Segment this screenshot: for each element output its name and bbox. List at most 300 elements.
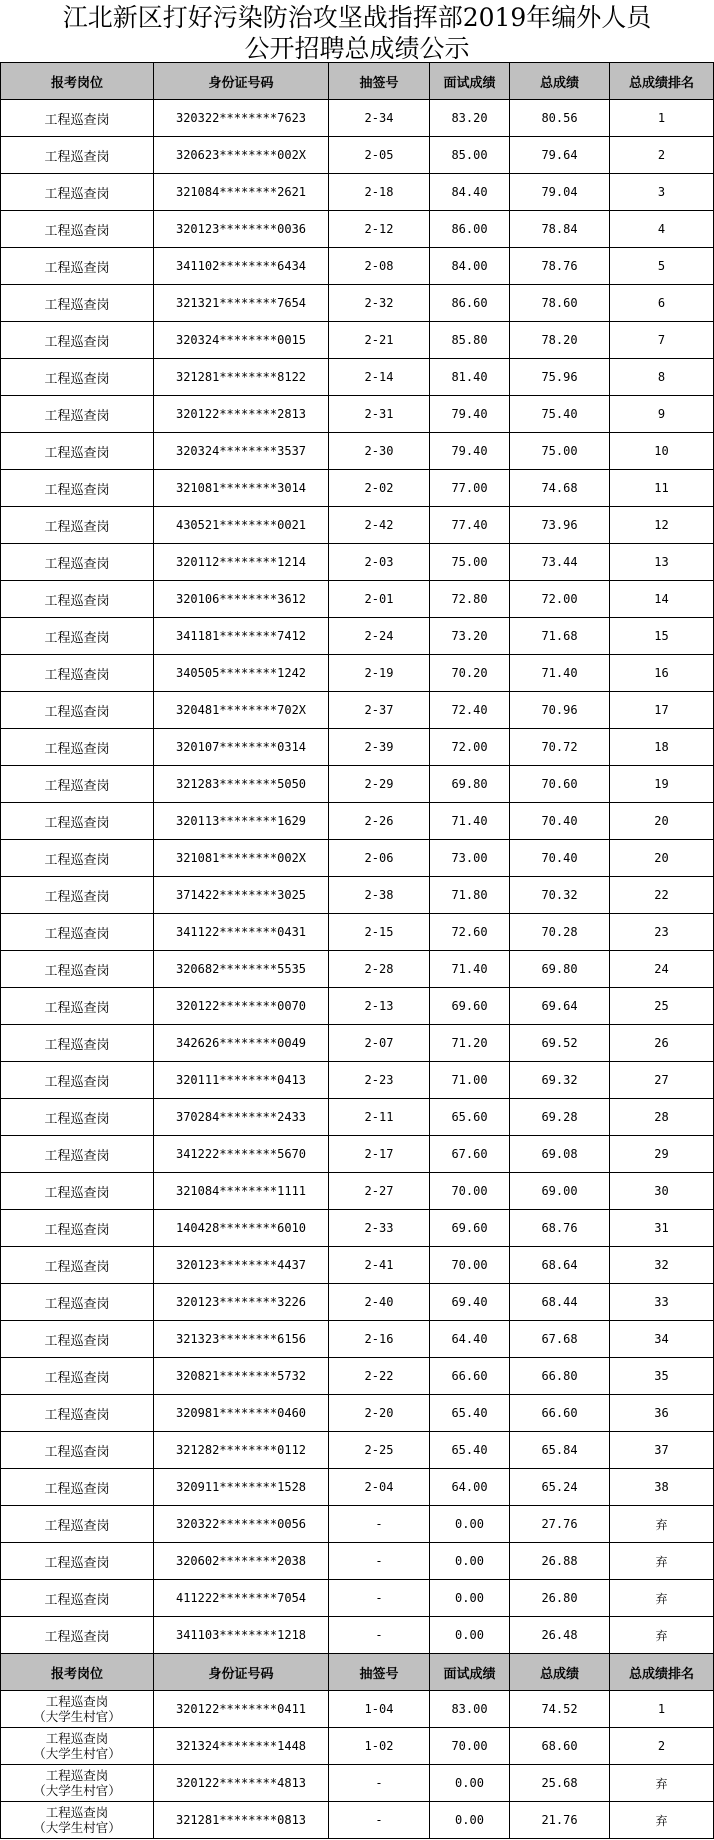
cell-id-number: 341181********7412 <box>154 618 329 655</box>
title-line-2: 公开招聘总成绩公示 <box>244 34 470 63</box>
cell-id-number: 320111********0413 <box>154 1062 329 1099</box>
cell-total-score: 70.32 <box>510 877 610 914</box>
cell-total-score: 66.80 <box>510 1358 610 1395</box>
table-row <box>1 1691 714 1728</box>
cell-rank: 16 <box>610 655 714 692</box>
cell-rank: 弃 <box>610 1543 714 1580</box>
cell-total-score: 25.68 <box>510 1765 610 1802</box>
table-row <box>1 1728 714 1765</box>
cell-id-number: 321081********3014 <box>154 470 329 507</box>
cell-rank: 32 <box>610 1247 714 1284</box>
cell-interview-score: 84.40 <box>430 174 510 211</box>
cell-interview-score: 70.00 <box>430 1173 510 1210</box>
cell-id-number: 140428********6010 <box>154 1210 329 1247</box>
cell-id-number: 320324********0015 <box>154 322 329 359</box>
cell-total-score: 70.40 <box>510 840 610 877</box>
cell-rank: 23 <box>610 914 714 951</box>
table-row <box>1 248 714 285</box>
header-row <box>1 1654 714 1691</box>
cell-position: 工程巡查岗 <box>1 544 154 581</box>
table-row <box>1 359 714 396</box>
table-row <box>1 988 714 1025</box>
cell-total-score: 80.56 <box>510 100 610 137</box>
cell-total-score: 78.76 <box>510 248 610 285</box>
cell-position: 工程巡查岗 <box>1 470 154 507</box>
cell-lot-number: 2-08 <box>329 248 430 285</box>
cell-lot-number: 2-30 <box>329 433 430 470</box>
cell-interview-score: 72.00 <box>430 729 510 766</box>
cell-total-score: 69.64 <box>510 988 610 1025</box>
title-line-1: 江北新区打好污染防治攻坚战指挥部2019年编外人员 <box>62 3 652 32</box>
table-row <box>1 1358 714 1395</box>
cell-interview-score: 79.40 <box>430 396 510 433</box>
cell-rank: 38 <box>610 1469 714 1506</box>
table-row <box>1 1395 714 1432</box>
table-row <box>1 1765 714 1802</box>
cell-rank: 10 <box>610 433 714 470</box>
table-row <box>1 914 714 951</box>
cell-position: 工程巡查岗 <box>1 1617 154 1654</box>
cell-position: 工程巡查岗 <box>1 1321 154 1358</box>
table-row <box>1 100 714 137</box>
table-row <box>1 544 714 581</box>
cell-total-score: 26.48 <box>510 1617 610 1654</box>
cell-total-score: 71.68 <box>510 618 610 655</box>
cell-lot-number: 2-14 <box>329 359 430 396</box>
cell-interview-score: 64.40 <box>430 1321 510 1358</box>
cell-interview-score: 0.00 <box>430 1765 510 1802</box>
cell-id-number: 320112********1214 <box>154 544 329 581</box>
cell-interview-score: 72.60 <box>430 914 510 951</box>
table-row <box>1 433 714 470</box>
cell-total-score: 68.44 <box>510 1284 610 1321</box>
cell-lot-number: 2-11 <box>329 1099 430 1136</box>
cell-rank: 31 <box>610 1210 714 1247</box>
cell-position: 工程巡查岗 <box>1 1210 154 1247</box>
cell-id-number: 320322********7623 <box>154 100 329 137</box>
cell-rank: 14 <box>610 581 714 618</box>
cell-position: 工程巡查岗 <box>1 248 154 285</box>
cell-position: 工程巡查岗 <box>1 137 154 174</box>
cell-rank: 26 <box>610 1025 714 1062</box>
cell-id-number: 320821********5732 <box>154 1358 329 1395</box>
cell-lot-number: 2-12 <box>329 211 430 248</box>
table-row <box>1 1432 714 1469</box>
cell-id-number: 411222********7054 <box>154 1580 329 1617</box>
cell-position: 工程巡查岗 <box>1 1099 154 1136</box>
cell-position: 工程巡查岗 <box>1 877 154 914</box>
cell-rank: 弃 <box>610 1580 714 1617</box>
cell-rank: 弃 <box>610 1506 714 1543</box>
cell-rank: 8 <box>610 359 714 396</box>
cell-position <box>1 1728 154 1765</box>
cell-rank: 弃 <box>610 1802 714 1839</box>
cell-rank: 3 <box>610 174 714 211</box>
cell-position: 工程巡查岗 <box>1 655 154 692</box>
cell-rank: 1 <box>610 1691 714 1728</box>
header-lot-number: 抽签号 <box>329 63 430 100</box>
cell-lot-number: 2-37 <box>329 692 430 729</box>
cell-lot-number: 2-18 <box>329 174 430 211</box>
cell-position: 工程巡查岗 <box>1 1506 154 1543</box>
header-lot-number: 抽签号 <box>329 1654 430 1691</box>
cell-total-score: 27.76 <box>510 1506 610 1543</box>
cell-rank: 22 <box>610 877 714 914</box>
cell-interview-score: 0.00 <box>430 1543 510 1580</box>
cell-total-score: 70.72 <box>510 729 610 766</box>
cell-position: 工程巡查岗 <box>1 618 154 655</box>
cell-total-score: 69.32 <box>510 1062 610 1099</box>
cell-lot-number: 2-02 <box>329 470 430 507</box>
cell-rank: 15 <box>610 618 714 655</box>
cell-interview-score: 70.00 <box>430 1728 510 1765</box>
cell-position: 工程巡查岗 <box>1 1543 154 1580</box>
cell-interview-score: 69.40 <box>430 1284 510 1321</box>
cell-lot-number: 2-03 <box>329 544 430 581</box>
cell-position <box>1 1691 154 1728</box>
cell-id-number: 321323********6156 <box>154 1321 329 1358</box>
cell-rank: 25 <box>610 988 714 1025</box>
header-interview-score: 面试成绩 <box>430 1654 510 1691</box>
cell-lot-number: 2-13 <box>329 988 430 1025</box>
cell-lot-number: - <box>329 1802 430 1839</box>
cell-interview-score: 69.80 <box>430 766 510 803</box>
cell-interview-score: 71.40 <box>430 951 510 988</box>
cell-id-number: 371422********3025 <box>154 877 329 914</box>
cell-id-number: 320122********0411 <box>154 1691 329 1728</box>
cell-rank: 11 <box>610 470 714 507</box>
cell-lot-number: 2-38 <box>329 877 430 914</box>
cell-interview-score: 66.60 <box>430 1358 510 1395</box>
cell-interview-score: 0.00 <box>430 1580 510 1617</box>
cell-lot-number: - <box>329 1580 430 1617</box>
cell-interview-score: 79.40 <box>430 433 510 470</box>
cell-id-number: 340505********1242 <box>154 655 329 692</box>
cell-rank: 35 <box>610 1358 714 1395</box>
cell-total-score: 70.28 <box>510 914 610 951</box>
cell-position: 工程巡查岗 <box>1 840 154 877</box>
cell-id-number: 320911********1528 <box>154 1469 329 1506</box>
cell-lot-number: 2-21 <box>329 322 430 359</box>
cell-lot-number: - <box>329 1506 430 1543</box>
cell-rank: 34 <box>610 1321 714 1358</box>
header-position: 报考岗位 <box>1 1654 154 1691</box>
cell-id-number: 321324********1448 <box>154 1728 329 1765</box>
cell-lot-number: 2-40 <box>329 1284 430 1321</box>
cell-interview-score: 83.00 <box>430 1691 510 1728</box>
table-row <box>1 692 714 729</box>
cell-id-number: 320602********2038 <box>154 1543 329 1580</box>
cell-id-number: 321084********1111 <box>154 1173 329 1210</box>
cell-total-score: 69.00 <box>510 1173 610 1210</box>
table-row <box>1 211 714 248</box>
cell-id-number: 320106********3612 <box>154 581 329 618</box>
header-interview-score: 面试成绩 <box>430 63 510 100</box>
cell-position: 工程巡查岗 <box>1 1025 154 1062</box>
header-rank: 总成绩排名 <box>610 63 714 100</box>
cell-total-score: 66.60 <box>510 1395 610 1432</box>
cell-position: 工程巡查岗 <box>1 1432 154 1469</box>
cell-interview-score: 71.80 <box>430 877 510 914</box>
cell-interview-score: 84.00 <box>430 248 510 285</box>
cell-lot-number: 2-15 <box>329 914 430 951</box>
cell-lot-number: 2-04 <box>329 1469 430 1506</box>
cell-total-score: 70.60 <box>510 766 610 803</box>
cell-id-number: 341102********6434 <box>154 248 329 285</box>
cell-total-score: 78.20 <box>510 322 610 359</box>
cell-interview-score: 81.40 <box>430 359 510 396</box>
cell-id-number: 321281********0813 <box>154 1802 329 1839</box>
cell-position: 工程巡查岗 <box>1 1284 154 1321</box>
cell-total-score: 21.76 <box>510 1802 610 1839</box>
table-row <box>1 396 714 433</box>
cell-interview-score: 70.00 <box>430 1247 510 1284</box>
table-row <box>1 1099 714 1136</box>
cell-position: 工程巡查岗 <box>1 433 154 470</box>
cell-rank: 30 <box>610 1173 714 1210</box>
cell-rank: 2 <box>610 137 714 174</box>
table-row <box>1 729 714 766</box>
cell-interview-score: 71.40 <box>430 803 510 840</box>
cell-position: 工程巡查岗 <box>1 1469 154 1506</box>
cell-rank: 28 <box>610 1099 714 1136</box>
table-row <box>1 840 714 877</box>
cell-total-score: 69.08 <box>510 1136 610 1173</box>
cell-id-number: 321283********5050 <box>154 766 329 803</box>
cell-lot-number: 2-05 <box>329 137 430 174</box>
position-subtitle: （大学生村官） <box>33 1746 121 1761</box>
cell-position: 工程巡查岗 <box>1 951 154 988</box>
cell-rank: 5 <box>610 248 714 285</box>
table-row <box>1 174 714 211</box>
cell-rank: 1 <box>610 100 714 137</box>
cell-lot-number: 2-20 <box>329 1395 430 1432</box>
cell-total-score: 67.68 <box>510 1321 610 1358</box>
cell-position: 工程巡查岗 <box>1 1136 154 1173</box>
cell-total-score: 69.28 <box>510 1099 610 1136</box>
cell-id-number: 320122********0070 <box>154 988 329 1025</box>
cell-interview-score: 86.00 <box>430 211 510 248</box>
table-row <box>1 877 714 914</box>
cell-id-number: 320481********702X <box>154 692 329 729</box>
table-row <box>1 1247 714 1284</box>
header-total-score: 总成绩 <box>510 63 610 100</box>
cell-total-score: 70.96 <box>510 692 610 729</box>
cell-lot-number: 2-27 <box>329 1173 430 1210</box>
cell-position: 工程巡查岗 <box>1 507 154 544</box>
cell-id-number: 370284********2433 <box>154 1099 329 1136</box>
cell-position: 工程巡查岗 <box>1 211 154 248</box>
cell-id-number: 342626********0049 <box>154 1025 329 1062</box>
score-table <box>0 62 714 1839</box>
cell-position: 工程巡查岗 <box>1 1395 154 1432</box>
table-row <box>1 1469 714 1506</box>
cell-lot-number: 2-33 <box>329 1210 430 1247</box>
table-row <box>1 1617 714 1654</box>
cell-rank: 6 <box>610 285 714 322</box>
cell-interview-score: 70.20 <box>430 655 510 692</box>
cell-lot-number: 2-39 <box>329 729 430 766</box>
cell-total-score: 65.24 <box>510 1469 610 1506</box>
table-row <box>1 1321 714 1358</box>
cell-position: 工程巡查岗 <box>1 1358 154 1395</box>
cell-rank: 4 <box>610 211 714 248</box>
cell-total-score: 68.76 <box>510 1210 610 1247</box>
cell-total-score: 68.60 <box>510 1728 610 1765</box>
cell-id-number: 320322********0056 <box>154 1506 329 1543</box>
cell-rank: 36 <box>610 1395 714 1432</box>
table-row <box>1 507 714 544</box>
table-row <box>1 766 714 803</box>
position-title: 工程巡查岗 <box>45 1731 109 1746</box>
cell-position: 工程巡查岗 <box>1 766 154 803</box>
table-row <box>1 1580 714 1617</box>
cell-rank: 17 <box>610 692 714 729</box>
cell-position: 工程巡查岗 <box>1 692 154 729</box>
cell-lot-number: 2-22 <box>329 1358 430 1395</box>
cell-lot-number: 2-16 <box>329 1321 430 1358</box>
cell-id-number: 320123********0036 <box>154 211 329 248</box>
table-row <box>1 618 714 655</box>
table-row <box>1 1506 714 1543</box>
position-title: 工程巡查岗 <box>45 1768 109 1783</box>
cell-interview-score: 0.00 <box>430 1802 510 1839</box>
cell-id-number: 341222********5670 <box>154 1136 329 1173</box>
cell-rank: 37 <box>610 1432 714 1469</box>
cell-total-score: 73.96 <box>510 507 610 544</box>
header-position: 报考岗位 <box>1 63 154 100</box>
cell-interview-score: 71.20 <box>430 1025 510 1062</box>
position-subtitle: （大学生村官） <box>33 1709 121 1724</box>
cell-id-number: 320113********1629 <box>154 803 329 840</box>
cell-rank: 20 <box>610 840 714 877</box>
cell-total-score: 70.40 <box>510 803 610 840</box>
cell-rank: 9 <box>610 396 714 433</box>
cell-interview-score: 73.00 <box>430 840 510 877</box>
table-row <box>1 1062 714 1099</box>
cell-interview-score: 65.40 <box>430 1432 510 1469</box>
cell-interview-score: 72.80 <box>430 581 510 618</box>
header-row <box>1 63 714 100</box>
cell-lot-number: - <box>329 1617 430 1654</box>
table-row <box>1 1802 714 1839</box>
cell-lot-number: 2-29 <box>329 766 430 803</box>
cell-position <box>1 1802 154 1839</box>
cell-total-score: 75.00 <box>510 433 610 470</box>
cell-id-number: 320107********0314 <box>154 729 329 766</box>
table-row <box>1 285 714 322</box>
cell-position: 工程巡查岗 <box>1 322 154 359</box>
cell-position: 工程巡查岗 <box>1 285 154 322</box>
table-row <box>1 1025 714 1062</box>
cell-lot-number: 2-07 <box>329 1025 430 1062</box>
cell-interview-score: 0.00 <box>430 1617 510 1654</box>
cell-interview-score: 69.60 <box>430 988 510 1025</box>
cell-interview-score: 85.80 <box>430 322 510 359</box>
cell-id-number: 320623********002X <box>154 137 329 174</box>
cell-total-score: 73.44 <box>510 544 610 581</box>
table-row <box>1 1543 714 1580</box>
cell-total-score: 78.60 <box>510 285 610 322</box>
cell-rank: 29 <box>610 1136 714 1173</box>
cell-total-score: 74.68 <box>510 470 610 507</box>
cell-total-score: 69.80 <box>510 951 610 988</box>
cell-id-number: 320123********3226 <box>154 1284 329 1321</box>
position-title: 工程巡查岗 <box>45 1694 109 1709</box>
cell-id-number: 320682********5535 <box>154 951 329 988</box>
cell-rank: 18 <box>610 729 714 766</box>
cell-id-number: 320123********4437 <box>154 1247 329 1284</box>
cell-total-score: 78.84 <box>510 211 610 248</box>
cell-lot-number: 2-32 <box>329 285 430 322</box>
cell-rank: 7 <box>610 322 714 359</box>
table-row <box>1 803 714 840</box>
position-title: 工程巡查岗 <box>45 1805 109 1820</box>
cell-interview-score: 73.20 <box>430 618 510 655</box>
cell-position: 工程巡查岗 <box>1 1247 154 1284</box>
cell-total-score: 74.52 <box>510 1691 610 1728</box>
cell-lot-number: 2-34 <box>329 100 430 137</box>
cell-position: 工程巡查岗 <box>1 914 154 951</box>
cell-id-number: 321282********0112 <box>154 1432 329 1469</box>
cell-position: 工程巡查岗 <box>1 1173 154 1210</box>
cell-rank: 12 <box>610 507 714 544</box>
table-row <box>1 581 714 618</box>
cell-lot-number: 2-42 <box>329 507 430 544</box>
header-id-number: 身份证号码 <box>154 63 329 100</box>
cell-total-score: 68.64 <box>510 1247 610 1284</box>
table-row <box>1 1136 714 1173</box>
cell-lot-number: 1-04 <box>329 1691 430 1728</box>
cell-lot-number: 2-24 <box>329 618 430 655</box>
cell-total-score: 65.84 <box>510 1432 610 1469</box>
cell-position: 工程巡查岗 <box>1 729 154 766</box>
cell-total-score: 72.00 <box>510 581 610 618</box>
table-row <box>1 655 714 692</box>
cell-lot-number: 2-28 <box>329 951 430 988</box>
cell-lot-number: - <box>329 1765 430 1802</box>
cell-position: 工程巡查岗 <box>1 100 154 137</box>
cell-lot-number: 1-02 <box>329 1728 430 1765</box>
cell-total-score: 75.40 <box>510 396 610 433</box>
cell-position: 工程巡查岗 <box>1 803 154 840</box>
cell-id-number: 320122********2813 <box>154 396 329 433</box>
cell-rank: 弃 <box>610 1765 714 1802</box>
cell-rank: 33 <box>610 1284 714 1321</box>
cell-id-number: 320122********4813 <box>154 1765 329 1802</box>
cell-lot-number: - <box>329 1543 430 1580</box>
cell-rank: 19 <box>610 766 714 803</box>
table-row <box>1 137 714 174</box>
cell-interview-score: 0.00 <box>430 1506 510 1543</box>
cell-lot-number: 2-06 <box>329 840 430 877</box>
cell-rank: 27 <box>610 1062 714 1099</box>
header-id-number: 身份证号码 <box>154 1654 329 1691</box>
cell-position: 工程巡查岗 <box>1 359 154 396</box>
cell-rank: 2 <box>610 1728 714 1765</box>
cell-rank: 20 <box>610 803 714 840</box>
cell-total-score: 26.88 <box>510 1543 610 1580</box>
cell-position: 工程巡查岗 <box>1 174 154 211</box>
cell-position <box>1 1765 154 1802</box>
cell-lot-number: 2-25 <box>329 1432 430 1469</box>
table-row <box>1 322 714 359</box>
cell-id-number: 430521********0021 <box>154 507 329 544</box>
cell-interview-score: 75.00 <box>430 544 510 581</box>
cell-id-number: 321321********7654 <box>154 285 329 322</box>
cell-interview-score: 69.60 <box>430 1210 510 1247</box>
cell-total-score: 75.96 <box>510 359 610 396</box>
